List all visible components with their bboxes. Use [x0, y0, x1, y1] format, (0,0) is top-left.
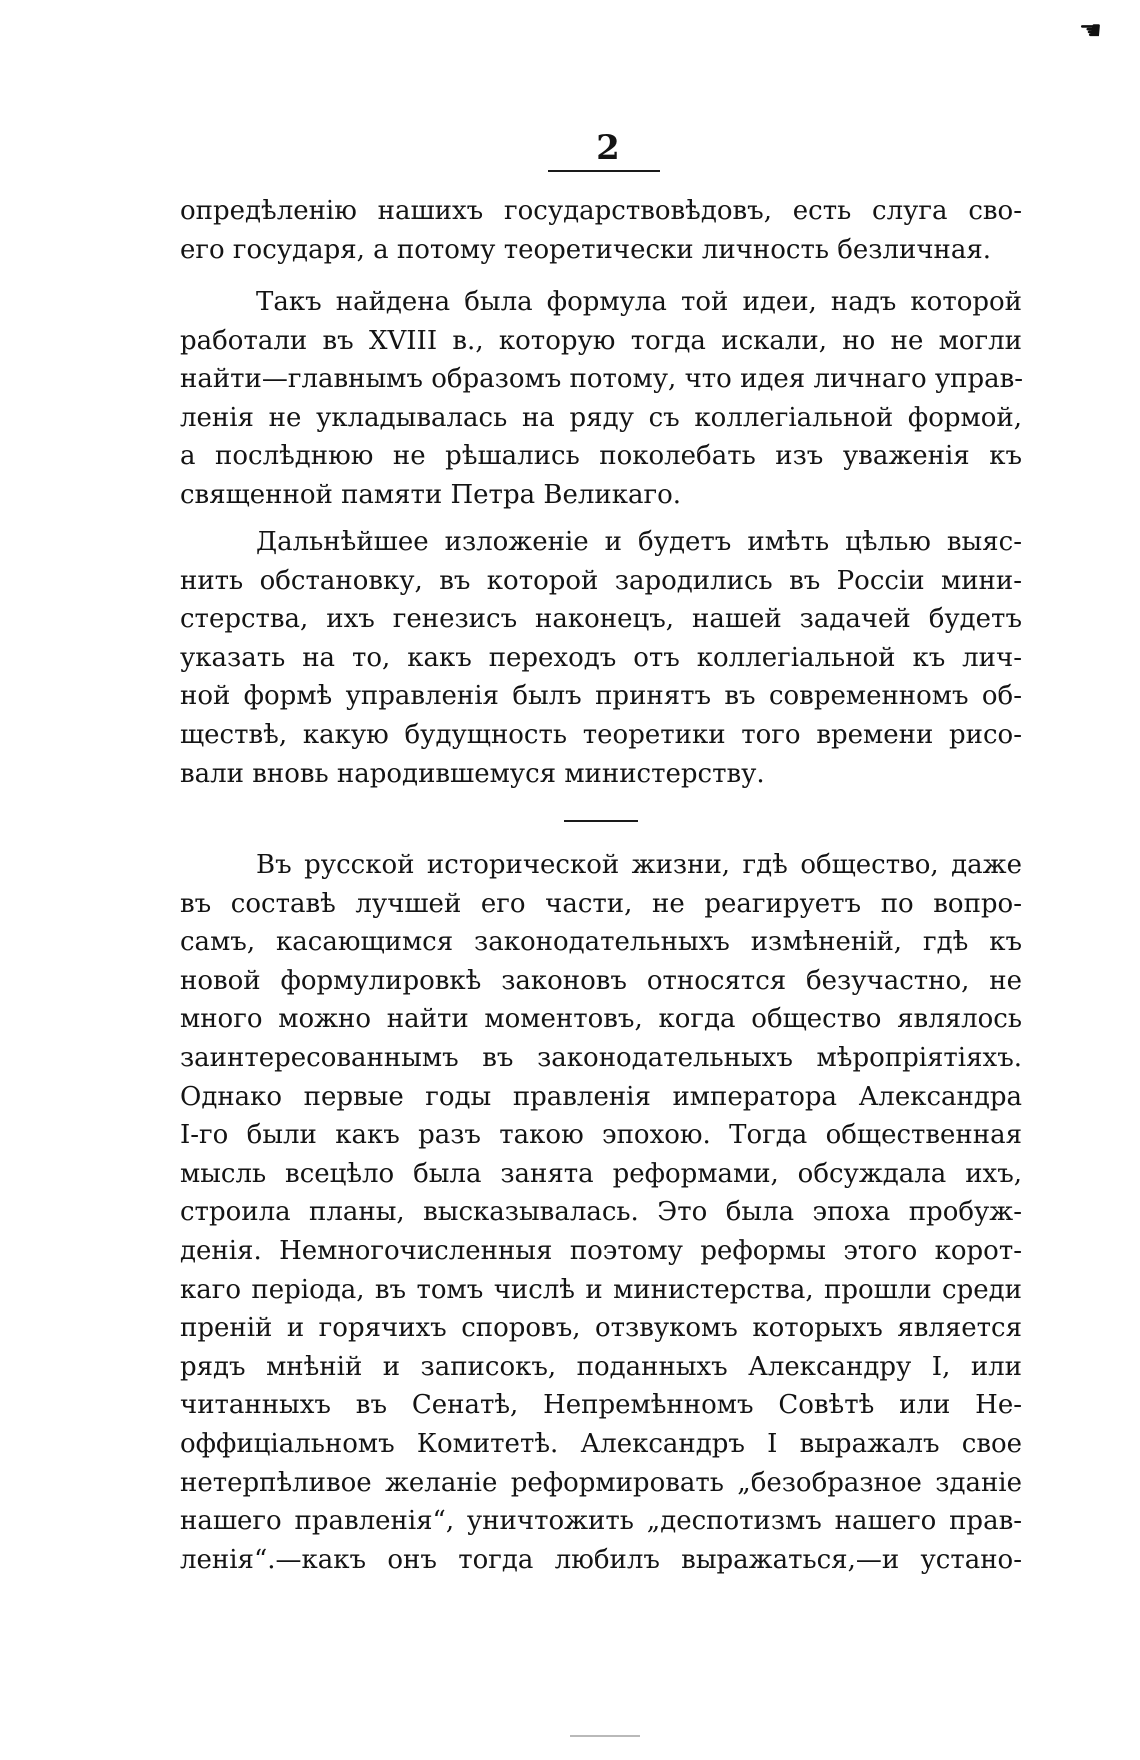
- text-line: стерства, ихъ генезисъ наконецъ, нашей задачей будетъ: [180, 604, 1022, 635]
- text-line: нить обстановку, въ которой зародились въ Россіи мини-: [180, 565, 1022, 596]
- text-line: много можно найти моментовъ, когда общество являлось: [180, 1004, 1022, 1035]
- text-line: а послѣднюю не рѣшались поколебать изъ уваженія къ: [180, 441, 1022, 472]
- text-line: заинтересованнымъ въ законодательныхъ мѣропріятіяхъ.: [180, 1042, 1022, 1073]
- text-line: новой формулировкѣ законовъ относятся безучастно, не: [180, 965, 1022, 996]
- text-line: оффиціальномъ Комитетѣ. Александръ I выражалъ свое: [180, 1428, 1022, 1459]
- text-line: священной памяти Петра Великаго.: [180, 479, 681, 510]
- text-line: работали въ XVIII в., которую тогда искали, но не могли: [180, 325, 1022, 356]
- text-line: Такъ найдена была формула той идеи, надъ которой: [256, 287, 1022, 317]
- header-rule: [548, 170, 660, 172]
- text-line: найти—главнымъ образомъ потому, что идея личнаго управ-: [180, 364, 1024, 395]
- text-line: Однако первые годы правленія императора Александра: [180, 1081, 1022, 1112]
- text-line: ленія“.—какъ онъ тогда любилъ выражаться,—и устано-: [180, 1544, 1022, 1575]
- text-line: ной формѣ управленія былъ принятъ въ современномъ об-: [180, 681, 1022, 712]
- text-line: опредѣленію нашихъ государствовѣдовъ, есть слуга сво-: [180, 196, 1022, 226]
- text-line: указать на то, какъ переходъ отъ коллегіальной къ лич-: [180, 642, 1022, 673]
- text-line: въ составѣ лучшей его части, не реагируетъ по вопро-: [180, 888, 1022, 919]
- text-line: ществѣ, какую будущность теоретики того времени рисо-: [180, 719, 1022, 750]
- paragraph-2: [180, 283, 1022, 515]
- scan-smudge: [570, 1735, 640, 1737]
- text-line: самъ, касающимся законодательныхъ измѣненій, гдѣ къ: [180, 927, 1022, 958]
- text-line: строила планы, высказывалась. Это была эпоха пробуж-: [180, 1197, 1022, 1228]
- paragraph-3: [180, 523, 1022, 793]
- text-line: I-го были какъ разъ такою эпохою. Тогда общественная: [180, 1120, 1022, 1151]
- text-line: Въ русской исторической жизни, гдѣ общество, даже: [256, 850, 1022, 880]
- text-line: нашего правленія“, уничтожить „деспотизмъ нашего прав-: [180, 1506, 1022, 1537]
- text-line: вали вновь народившемуся министерству.: [180, 758, 765, 789]
- page-number: 2: [596, 128, 620, 168]
- text-line: его государя, а потому теоретически личность безличная.: [180, 234, 992, 265]
- text-line: каго періода, въ томъ числѣ и министерства, прошли среди: [180, 1274, 1022, 1305]
- paragraph-4: [180, 846, 1022, 1579]
- text-line: мысль всецѣло была занята реформами, обсуждала ихъ,: [180, 1158, 1022, 1189]
- text-line: денія. Немногочисленныя поэтому реформы этого корот-: [180, 1235, 1022, 1266]
- paragraph-1: [180, 192, 1022, 269]
- pointing-hand-mark: ☚: [1078, 16, 1102, 46]
- text-line: рядъ мнѣній и записокъ, поданныхъ Александру I, или: [180, 1351, 1022, 1382]
- text-line: преній и горячихъ споровъ, отзвукомъ которыхъ является: [180, 1313, 1022, 1344]
- text-line: нетерпѣливое желаніе реформировать „безобразное зданіе: [180, 1467, 1022, 1498]
- section-divider: [564, 820, 638, 822]
- text-line: Дальнѣйшее изложеніе и будетъ имѣть цѣлью выяс-: [256, 527, 1022, 557]
- text-line: ленія не укладывалась на ряду съ коллегіальной формой,: [180, 402, 1022, 433]
- text-line: читанныхъ въ Сенатѣ, Непремѣнномъ Совѣтѣ или Не-: [180, 1390, 1022, 1421]
